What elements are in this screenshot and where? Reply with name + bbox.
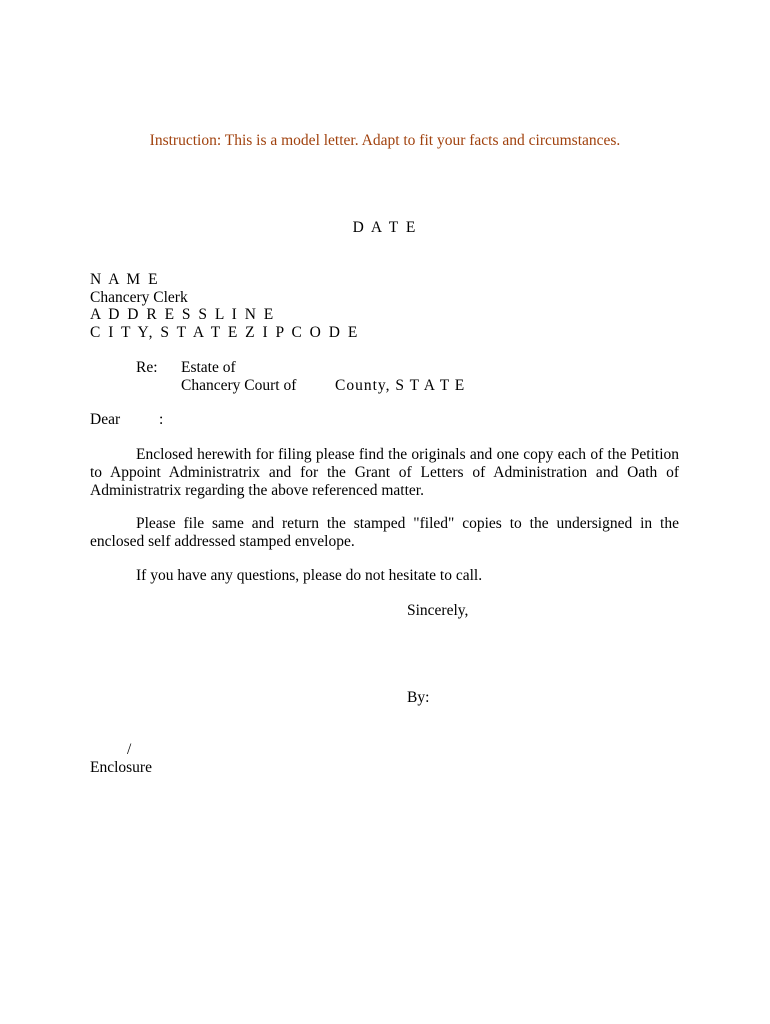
- recipient-address: A D D R E S S L I N E: [90, 306, 276, 323]
- closing-by: By:: [407, 689, 430, 706]
- recipient-name: N A M E: [90, 271, 160, 288]
- letter-date: D A T E: [352, 219, 418, 236]
- salutation-dear: Dear: [90, 411, 121, 428]
- initials-slash: /: [127, 741, 132, 758]
- recipient-city-state-zip: C I T Y, S T A T E Z I P C O D E: [90, 324, 360, 341]
- enclosure-label: Enclosure: [90, 759, 152, 776]
- body-paragraph-1: Enclosed herewith for filing please find the originals and one copy each of the Petition to Appoint Administratrix and for the Grant of Letters of Administration and Oath of Administratrix regarding the above referenced matter.: [90, 446, 679, 499]
- re-label: Re:: [136, 359, 158, 376]
- re-court-line: Chancery Court of: [181, 377, 297, 394]
- instruction-note: Instruction: This is a model letter. Adapt to fit your facts and circumstances.: [149, 132, 621, 149]
- salutation-colon: :: [159, 411, 164, 428]
- closing-sincerely: Sincerely,: [407, 602, 469, 619]
- re-estate-line: Estate of: [181, 359, 236, 376]
- body-paragraph-2: Please file same and return the stamped "filed" copies to the undersigned in the enclosed self addressed stamped envelope.: [90, 515, 679, 550]
- recipient-title: Chancery Clerk: [90, 289, 188, 306]
- re-county-state: County, S T A T E: [335, 377, 466, 394]
- body-paragraph-3: If you have any questions, please do not hesitate to call.: [136, 567, 483, 584]
